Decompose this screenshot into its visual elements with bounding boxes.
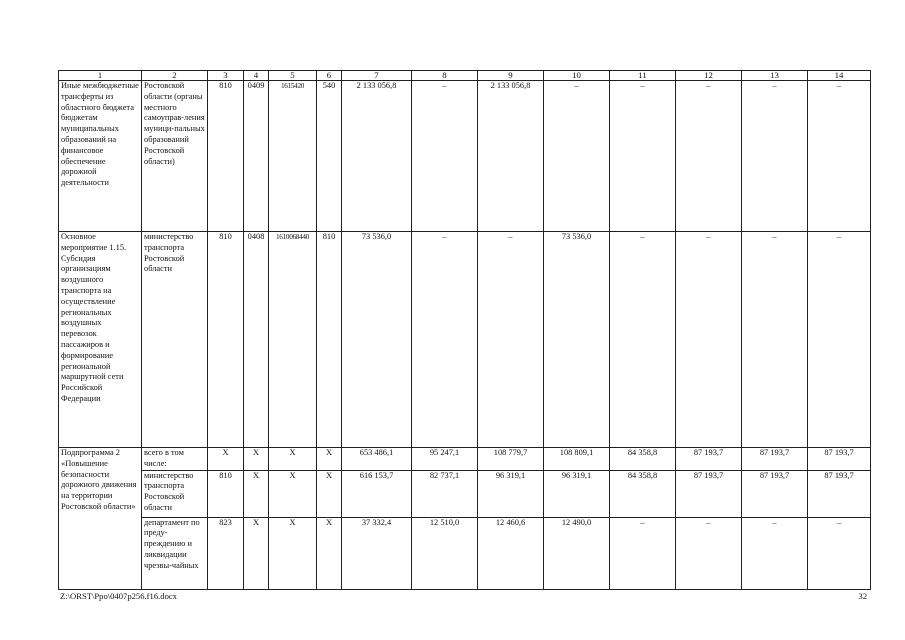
year-value: 87 193,7 (676, 470, 742, 517)
header-cell: 4 (244, 71, 269, 81)
year-value: – (676, 81, 742, 232)
target-code: 1610068440 (269, 232, 317, 448)
header-row (59, 71, 871, 81)
year-value: – (610, 232, 676, 448)
total-value: 653 486,1 (342, 448, 412, 471)
row-executor: Ростовской области (органы местного самоуправ-ления муници-пальных образований Ростовской области) (142, 81, 208, 232)
expense-type-code: X (317, 470, 342, 517)
year-value: 82 737,1 (412, 470, 478, 517)
expense-type-code: 810 (317, 232, 342, 448)
header-cell: 3 (208, 71, 244, 81)
table-row (59, 448, 871, 471)
expense-type-code: X (317, 517, 342, 589)
header-cell: 1 (59, 71, 142, 81)
row-executor: министерство транспорта Ростовской области (142, 232, 208, 448)
year-value: 87 193,7 (808, 470, 871, 517)
year-value: 108 809,1 (544, 448, 610, 471)
year-value: – (742, 517, 808, 589)
grbs-code: X (208, 448, 244, 471)
footer-file-path: Z:\ORST\Ppo\0407p256.f16.docx (60, 591, 177, 601)
header-cell: 11 (610, 71, 676, 81)
section-code: X (244, 448, 269, 471)
grbs-code: 810 (208, 81, 244, 232)
row-executor: министерство транспорта Ростовской области (142, 470, 208, 517)
year-value: 12 490,0 (544, 517, 610, 589)
target-code: X (269, 470, 317, 517)
row-description: Иные межбюджетные трансферты из областного бюджета бюджетам муниципальных образований на финансовое обеспечение дорожной деятельности (59, 81, 142, 232)
total-value: 73 536,0 (342, 232, 412, 448)
year-value: 87 193,7 (676, 448, 742, 471)
year-value: 12 460,6 (478, 517, 544, 589)
header-cell: 7 (342, 71, 412, 81)
target-code: 1615420 (269, 81, 317, 232)
section-code: 0409 (244, 81, 269, 232)
year-value: 95 247,1 (412, 448, 478, 471)
expense-type-code: 540 (317, 81, 342, 232)
year-value: – (808, 517, 871, 589)
year-value: 87 193,7 (742, 448, 808, 471)
row-executor: департамент по преду-преждению и ликвидации чрезвы-чайных (142, 517, 208, 589)
year-value: – (676, 517, 742, 589)
header-cell: 13 (742, 71, 808, 81)
section-code: X (244, 470, 269, 517)
header-cell: 6 (317, 71, 342, 81)
row-description: Подпрограмма 2 «Повышение безопасности дорожного движения на территории Ростовской области» (59, 448, 142, 590)
year-value: – (808, 81, 871, 232)
year-value: – (412, 81, 478, 232)
table-row (59, 470, 871, 517)
year-value: – (610, 517, 676, 589)
year-value: – (412, 232, 478, 448)
header-cell: 12 (676, 71, 742, 81)
grbs-code: 810 (208, 470, 244, 517)
grbs-code: 810 (208, 232, 244, 448)
expense-type-code: X (317, 448, 342, 471)
table-row (59, 232, 871, 448)
table-row (59, 81, 871, 232)
total-value: 616 153,7 (342, 470, 412, 517)
budget-table (58, 70, 871, 590)
year-value: – (808, 232, 871, 448)
row-description: Основное мероприятие 1.15. Субсидия организациям воздушного транспорта на осуществление региональных воздушных перевозок пассажиров и формирование региональной маршрутной сети Российской Федерации (59, 232, 142, 448)
year-value: 87 193,7 (808, 448, 871, 471)
year-value: 73 536,0 (544, 232, 610, 448)
row-executor: всего в том числе: (142, 448, 208, 471)
total-value: 37 332,4 (342, 517, 412, 589)
year-value: – (742, 81, 808, 232)
year-value: – (676, 232, 742, 448)
year-value: 96 319,1 (544, 470, 610, 517)
section-code: X (244, 517, 269, 589)
year-value: 84 358,8 (610, 448, 676, 471)
header-cell: 8 (412, 71, 478, 81)
year-value: – (478, 232, 544, 448)
header-cell: 2 (142, 71, 208, 81)
table-row (59, 517, 871, 589)
total-value: 2 133 056,8 (342, 81, 412, 232)
grbs-code: 823 (208, 517, 244, 589)
header-cell: 14 (808, 71, 871, 81)
year-value: 108 779,7 (478, 448, 544, 471)
page-number: 32 (858, 591, 867, 601)
year-value: – (544, 81, 610, 232)
target-code: X (269, 448, 317, 471)
year-value: 12 510,0 (412, 517, 478, 589)
year-value: 84 358,8 (610, 470, 676, 517)
year-value: 87 193,7 (742, 470, 808, 517)
target-code: X (269, 517, 317, 589)
year-value: – (610, 81, 676, 232)
year-value: 2 133 056,8 (478, 81, 544, 232)
header-cell: 10 (544, 71, 610, 81)
year-value: – (742, 232, 808, 448)
header-cell: 5 (269, 71, 317, 81)
year-value: 96 319,1 (478, 470, 544, 517)
header-cell: 9 (478, 71, 544, 81)
section-code: 0408 (244, 232, 269, 448)
